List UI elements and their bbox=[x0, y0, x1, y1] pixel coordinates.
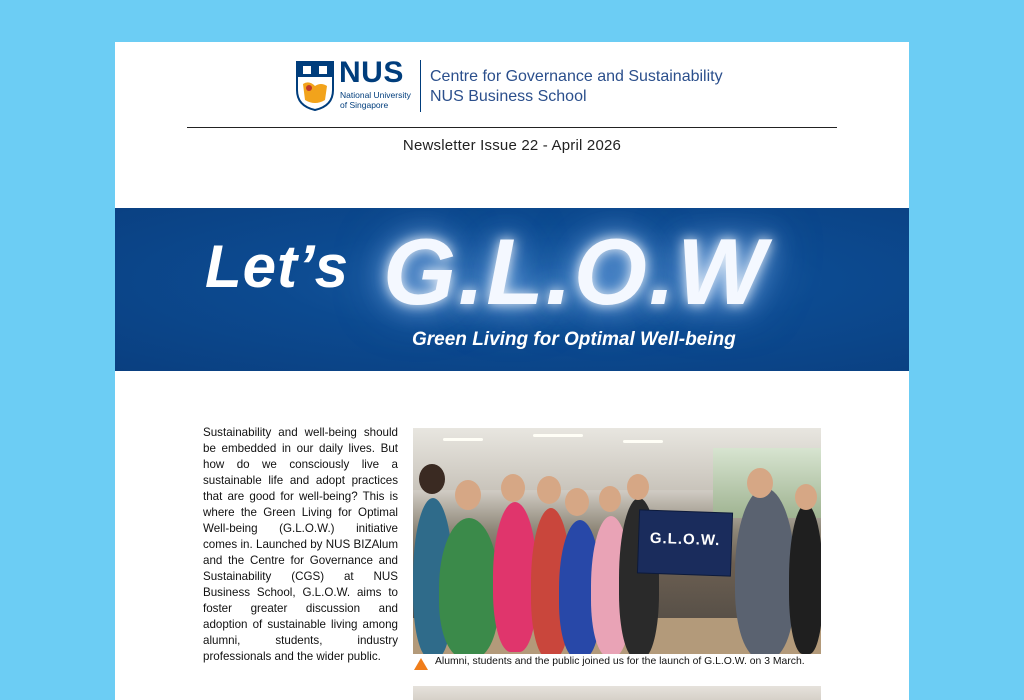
logo-divider bbox=[420, 60, 421, 112]
nus-logo-text: NUS bbox=[339, 56, 404, 89]
banner-lets: Let’s bbox=[205, 233, 349, 300]
person-head bbox=[501, 474, 525, 502]
article-intro: Sustainability and well-being should be embedded in our daily lives. But how do we consciously live a sustainable life and adopt practices that are good for well-being? This is where the Green Living for Optimal Well-being (G.L.O.W.) initiative comes in. Launched by NUS BIZAlum and the Centre for Governance and Sustainability (CGS) at NUS Business School, G.L.O.W. aims to foster greater discussion and adoption of sustainable living among alumni, students, industry professionals and the wider public. bbox=[203, 426, 398, 663]
person-head bbox=[565, 488, 589, 516]
person-head bbox=[537, 476, 561, 504]
person-head bbox=[747, 468, 773, 498]
ceiling-light bbox=[533, 434, 583, 437]
person bbox=[735, 488, 795, 654]
person-head bbox=[455, 480, 481, 510]
header-rule bbox=[187, 127, 837, 128]
ceiling-light bbox=[443, 438, 483, 441]
nus-logo-subtitle bbox=[340, 90, 411, 110]
centre-name: Centre for Governance and Sustainability bbox=[430, 68, 723, 85]
ceiling-light bbox=[623, 440, 663, 443]
header-logos bbox=[295, 58, 755, 114]
photo-caption: Alumni, students and the public joined us for the launch of G.L.O.W. on 3 March. bbox=[435, 656, 805, 667]
glow-sign: G.L.O.W. bbox=[638, 510, 732, 575]
school-name: NUS Business School bbox=[430, 88, 587, 105]
person bbox=[439, 518, 499, 654]
nus-subtitle-line1: National University bbox=[340, 90, 411, 100]
person-head bbox=[627, 474, 649, 500]
newsletter-page bbox=[115, 42, 909, 700]
launch-event-photo bbox=[413, 428, 821, 654]
person-head bbox=[419, 464, 445, 494]
nus-crest-icon bbox=[295, 60, 335, 112]
person bbox=[789, 504, 821, 654]
caption-marker-icon bbox=[414, 658, 428, 670]
nus-subtitle-line2: of Singapore bbox=[340, 100, 389, 110]
banner-glow-title: G.L.O.W bbox=[383, 219, 768, 324]
newsletter-issue: Newsletter Issue 22 - April 2026 bbox=[402, 137, 622, 154]
person-head bbox=[795, 484, 817, 510]
person-head bbox=[599, 486, 621, 512]
second-photo bbox=[413, 686, 821, 700]
glow-banner bbox=[115, 208, 909, 371]
banner-subtitle: Green Living for Optimal Well-being bbox=[412, 329, 736, 350]
